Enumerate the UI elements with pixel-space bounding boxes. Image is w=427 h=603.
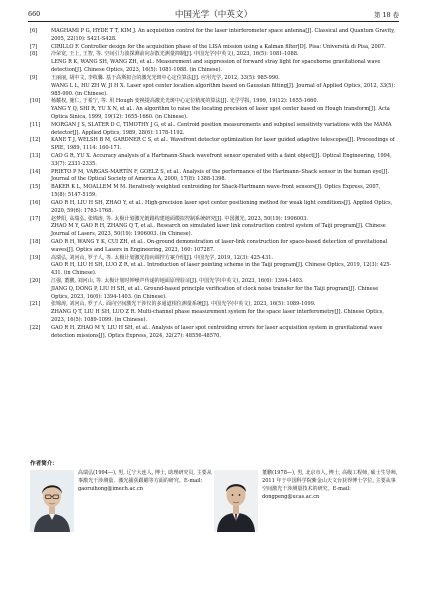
reference-text: ZHAO M Y, GAO R H, ZHANG Q T, et al.. Research on simulated laser link construction control system of Taiji program[J]. Chinese Journal of Lasers, 2023, 50(19): 1906003. (in Chinese). [51, 223, 386, 238]
reference-item [30, 200, 397, 216]
reference-item [30, 28, 397, 44]
reference-text: 高瑞弘, 刘河山, 罗子人, 等. 太极计划激光指向调控方案介绍[J]. 中国光学, 2019, 12(3): 425-431. [51, 254, 274, 261]
reference-text: 冷荣宽, 王上, 王智, 等. 空间引力波探测前向杂散光测量抑制[J]. 中国光学(中英文), 2023, 16(5): 1081-1088. [51, 51, 299, 58]
reference-text: KANE T J, WELSH B M, GARDNER C S, et al.. Wavefront detector optimization for laser guided adaptive telescopes[J]. Proceedings of SPIE, 1989, 1114: 160-171. [51, 137, 395, 152]
author-photo-right [214, 470, 258, 532]
reference-number: [12] [30, 137, 41, 144]
page-header [28, 8, 399, 22]
reference-text: GAO R H, ZHAO M Y, LIU H SH, et al.. Analysis of laser spot centroiding errors for laser acquisition system in gravitational wave detection missions[J]. Optics Express, 2024, 32(27): 48556-48570. [51, 324, 383, 339]
reference-number: [14] [30, 168, 41, 175]
author-bio-text-left: 高瑞弘(1994—), 男, 辽宁大连人, 博士, 助理研究员, 主要从事激光干涉测量、激光捕获跟瞄等方面的研究。E-mail: gaoruihong@imech.ac.cn [78, 470, 212, 492]
reference-text: GAO R H, LIU H SH, ZHAO Y, et al.. High-precision laser spot center positioning method for weak light conditions[J]. Applied Optics, 2020, 59(6): 1763-1768. [51, 199, 393, 214]
reference-item [30, 223, 397, 239]
reference-item [30, 239, 397, 255]
reference-item [30, 98, 397, 106]
reference-text: BAKER K L, MOALLEM M M. Iteratively weighted centroiding for Shack-Hartmann wave-front sensors[J]. Optics Express, 2007, 15(8): 5147-5159. [51, 184, 381, 199]
reference-text: CAO G R, YU X. Accuracy analysis of a Hartmann-Shack wavefront sensor operated with a faint object[J]. Optical Engineering, 1994, 33(7): 2331-2335. [51, 153, 392, 167]
reference-item [30, 286, 397, 302]
reference-text: 赵梦阳, 高瑞弘, 张锦涛, 等. 太极计划激光链路构建地面模拟控制系统研究[J]. 中国激光, 2023, 50(19): 1906003. [51, 215, 309, 222]
reference-item [30, 122, 397, 138]
reference-item [30, 83, 397, 99]
author-photo-left [30, 470, 74, 532]
reference-item [30, 301, 397, 309]
reference-text: 杨耀权, 施仁, 于希宁, 等. 用 Hough 变换提高激光光斑中心定位精度的算法[J]. 光学学报, 1999, 19(12): 1655-1660. [51, 98, 319, 105]
reference-text: WANG L L, HU ZH W, JI H X. Laser spot center location algorithm based on Gaussian fitting[J]. Journal of Applied Optics, 2012, 33(5): 985-990. (in Chinese). [51, 82, 396, 97]
reference-number: [9] [30, 74, 38, 81]
reference-item [30, 262, 397, 278]
reference-text: GAO R H, LIU H SH, LUO Z R, et al.. Introduction of laser pointing scheme in the Taiji program[J]. Chinese Optics, 2019, 12(3): 425-431. (in Chinese). [51, 262, 392, 277]
reference-text: 张锦涛, 刘河山, 罗子人. 面向空间激光干涉仪的多通道相位测量系统[J]. 中国光学(中英文), 2023, 16(5): 1089-1099. [51, 301, 316, 308]
reference-text: MORGAN J S, SLATER D C, TIMOTHY J G, et al.. Centroid position measurements and subpixel sensitivity variations with the MAMA detector[J]. Applied Optics, 1989, 28(6): 1178-1192. [51, 121, 392, 136]
reference-item [30, 106, 397, 122]
header-rule [28, 21, 399, 22]
reference-item [30, 51, 397, 59]
reference-text: GAO R H, WANG Y K, CUI ZH, et al.. On-ground demonstration of laser-link construction for space-based detection of gravitational waves[J]. Optics and Lasers in Engineering, 2023, 160: 107287. [51, 238, 388, 253]
reference-number: [10] [30, 98, 41, 105]
reference-number: [20] [30, 278, 41, 284]
reference-list [30, 28, 397, 341]
author-bio-heading: 作者简介： [30, 461, 58, 467]
reference-text: LENG R K, WANG SH, WANG ZH, et al.. Measurement and suppression of forward stray light for spaceborne gravitational wave detection[J]. Chinese Optics, 2023, 16(5): 1081-1088. (in Chinese). [51, 59, 381, 74]
reference-number: [16] [30, 199, 41, 206]
reference-text: YANG Y Q, SHI R, YU X N, et al.. An algorithm to raise the locating precision of laser spot center based on Hough transform[J]. Acta Optica Sinica, 1999, 19(12): 1655-1660. (in Chinese). [51, 106, 390, 120]
reference-text: JIANG Q, DONG P, LIU H SH, et al.. Ground-based principle verification of clock noise transfer for the Taiji program[J]. Chinese Optics, 2023, 16(6): 1394-1403. (in Chinese). [51, 285, 379, 300]
reference-text: MAGHAMI P G, HYDE T T, KIM J. An acquisition control for the laser interferometer space antenna[J]. Classical and Quantum Gravity, 2005, 22(10): S421-S428. [51, 28, 396, 42]
reference-number: [8] [30, 51, 38, 58]
issue-label: 第 18 卷 [374, 11, 399, 19]
reference-item [30, 325, 397, 341]
reference-number: [15] [30, 184, 41, 191]
reference-text: 江强, 董鹏, 刘河山, 等. 太极计划时钟噪声传递的地面原理验证[J]. 中国光学(中英文), 2023, 16(6): 1394-1403. [51, 278, 304, 284]
reference-text: 王丽丽, 胡中文, 李枚馨. 基于高斯拟合的激光光斑中心定位算法[J]. 应用光学, 2012, 33(5): 985-990. [51, 74, 280, 81]
reference-item [30, 75, 397, 83]
author-bio-right [214, 470, 400, 548]
reference-item [30, 278, 397, 286]
reference-item [30, 137, 397, 153]
reference-item [30, 309, 397, 325]
reference-number: [6] [30, 28, 38, 34]
page-number: 660 [28, 10, 41, 18]
reference-number: [17] [30, 215, 41, 222]
reference-number: [13] [30, 153, 41, 159]
reference-item [30, 216, 397, 224]
reference-item [30, 153, 397, 169]
reference-number: [7] [30, 43, 38, 50]
reference-number: [21] [30, 301, 41, 308]
reference-number: [11] [30, 121, 41, 128]
reference-item [30, 59, 397, 75]
reference-number: [19] [30, 254, 41, 261]
journal-title: 中国光学（中英文） [174, 10, 253, 20]
author-bio-left [30, 470, 216, 548]
reference-text: CIRILLO F. Controller design for the acquisition phase of the LISA mission using a Kalman filter[D]. Pisa: Università di Pisa, 2007. [51, 43, 386, 50]
reference-text: ZHANG Q T, LIU H SH, LUO Z R. Multi-channel phase measurement system for the space laser interferometry[J]. Chinese Optics, 2023, 16(5): 1089-1099. (in Chinese). [51, 309, 384, 324]
reference-text: PRIETO P M, VARGAS-MARTÍN F, GOELZ S, et al.. Analysis of the performance of the Hartmann–Shack sensor in the human eye[J]. Journal of the Optical Society of America A, 2000, 17(8): 1388-1398. [51, 168, 389, 183]
reference-item [30, 184, 397, 200]
reference-number: [18] [30, 238, 41, 245]
author-bio-text-right: 董鹏(1978—), 男, 北京市人, 博士, 高级工程师, 硕士生导师, 2011 年于中国科学院紫金山天文台获得博士学位, 主要从事空间激光干涉测量技术的研究。E-mail: dongpeng@ucas.ac.cn [262, 470, 398, 500]
reference-number: [22] [30, 324, 41, 331]
reference-item [30, 169, 397, 185]
